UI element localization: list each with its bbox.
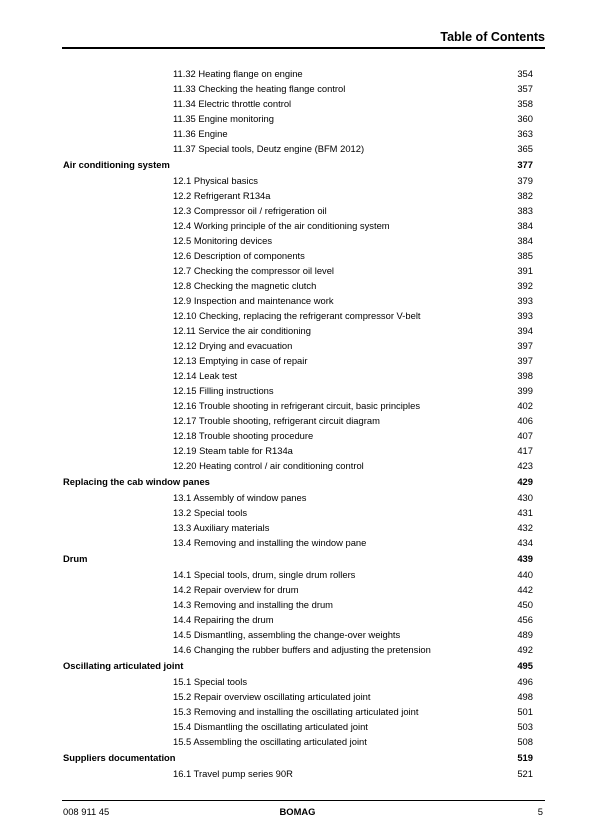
toc-item-label: 12.17 Trouble shooting, refrigerant circuit diagram — [173, 415, 380, 426]
footer-page-number: 5 — [537, 806, 543, 817]
toc-item-page-number: 384 — [517, 220, 533, 231]
toc-entry-row[interactable] — [0, 173, 595, 188]
toc-item-page-number: 495 — [517, 660, 533, 671]
toc-item-page-number: 399 — [517, 385, 533, 396]
toc-entry-row[interactable] — [0, 704, 595, 719]
toc-item-page-number: 384 — [517, 235, 533, 246]
toc-item-page-number: 501 — [517, 706, 533, 717]
toc-item-label: 14.5 Dismantling, assembling the change-over weights — [173, 629, 401, 640]
toc-item-label: 11.35 Engine monitoring — [173, 113, 274, 124]
toc-item-label: Air conditioning system — [63, 159, 170, 170]
toc-item-page-number: 357 — [517, 83, 533, 94]
toc-item-page-number: 496 — [517, 676, 533, 687]
toc-item-label: 12.10 Checking, replacing the refrigerant compressor V-belt — [173, 310, 421, 321]
toc-entry-row[interactable] — [0, 293, 595, 308]
toc-item-label: 15.5 Assembling the oscillating articulated joint — [173, 736, 367, 747]
toc-entry-row[interactable] — [0, 111, 595, 126]
toc-item-page-number: 498 — [517, 691, 533, 702]
toc-entry-row[interactable] — [0, 567, 595, 582]
toc-item-label: 12.4 Working principle of the air conditioning system — [173, 220, 390, 231]
toc-entry-row[interactable] — [0, 203, 595, 218]
toc-entry-row[interactable] — [0, 323, 595, 338]
toc-item-label: 11.33 Checking the heating flange control — [173, 83, 346, 94]
toc-item-label: 14.3 Removing and installing the drum — [173, 599, 333, 610]
toc-item-page-number: 521 — [517, 768, 533, 779]
toc-entry-row[interactable] — [0, 353, 595, 368]
toc-item-label: 12.5 Monitoring devices — [173, 235, 273, 246]
toc-entry-row[interactable] — [0, 233, 595, 248]
toc-item-page-number: 379 — [517, 175, 533, 186]
toc-item-label: 15.3 Removing and installing the oscillating articulated joint — [173, 706, 419, 717]
toc-item-page-number: 394 — [517, 325, 533, 336]
toc-item-label: 14.2 Repair overview for drum — [173, 584, 299, 595]
toc-item-label: 13.1 Assembly of window panes — [173, 492, 307, 503]
footer-brand: BOMAG — [279, 806, 316, 817]
toc-chapter-row[interactable] — [0, 473, 595, 490]
toc-item-page-number: 429 — [517, 476, 533, 487]
toc-item-label: 12.8 Checking the magnetic clutch — [173, 280, 317, 291]
toc-chapter-row[interactable] — [0, 749, 595, 766]
toc-item-label: 13.3 Auxiliary materials — [173, 522, 270, 533]
toc-item-page-number: 397 — [517, 355, 533, 366]
toc-item-page-number: 402 — [517, 400, 533, 411]
toc-entry-row[interactable] — [0, 368, 595, 383]
toc-item-label: 14.6 Changing the rubber buffers and adjusting the pretension — [173, 644, 431, 655]
toc-item-page-number: 354 — [517, 68, 533, 79]
toc-entry-row[interactable] — [0, 443, 595, 458]
header-divider — [62, 47, 545, 49]
toc-entry-row[interactable] — [0, 627, 595, 642]
toc-entry-row[interactable] — [0, 428, 595, 443]
toc-entry-row[interactable] — [0, 398, 595, 413]
toc-item-label: 15.2 Repair overview oscillating articulated joint — [173, 691, 371, 702]
toc-item-label: 11.34 Electric throttle control — [173, 98, 292, 109]
toc-item-label: 14.4 Repairing the drum — [173, 614, 274, 625]
toc-chapter-row[interactable] — [0, 156, 595, 173]
page-header-title: Table of Contents — [440, 30, 545, 44]
toc-item-label: 12.11 Service the air conditioning — [173, 325, 311, 336]
toc-item-page-number: 430 — [517, 492, 533, 503]
toc-item-page-number: 392 — [517, 280, 533, 291]
toc-item-label: 12.20 Heating control / air conditioning control — [173, 460, 364, 471]
toc-entry-row[interactable] — [0, 126, 595, 141]
toc-entry-row[interactable] — [0, 96, 595, 111]
toc-entry-row[interactable] — [0, 490, 595, 505]
toc-chapter-row[interactable] — [0, 550, 595, 567]
toc-entry-row[interactable] — [0, 535, 595, 550]
toc-entry-row[interactable] — [0, 278, 595, 293]
toc-item-page-number: 377 — [517, 159, 533, 170]
footer-divider — [62, 800, 545, 801]
toc-entry-row[interactable] — [0, 413, 595, 428]
toc-item-label: 13.2 Special tools — [173, 507, 248, 518]
toc-entry-row[interactable] — [0, 218, 595, 233]
toc-item-label: 12.6 Description of components — [173, 250, 305, 261]
toc-item-page-number: 385 — [517, 250, 533, 261]
toc-item-label: 12.19 Steam table for R134a — [173, 445, 293, 456]
toc-item-label: 15.4 Dismantling the oscillating articulated joint — [173, 721, 368, 732]
table-of-contents — [0, 66, 595, 781]
toc-entry-row[interactable] — [0, 689, 595, 704]
toc-item-label: 12.18 Trouble shooting procedure — [173, 430, 314, 441]
toc-item-label: 12.14 Leak test — [173, 370, 238, 381]
toc-item-page-number: 492 — [517, 644, 533, 655]
toc-item-page-number: 365 — [517, 143, 533, 154]
toc-item-label: 16.1 Travel pump series 90R — [173, 768, 293, 779]
toc-entry-row[interactable] — [0, 766, 595, 781]
toc-item-label: 12.1 Physical basics — [173, 175, 258, 186]
toc-item-page-number: 358 — [517, 98, 533, 109]
toc-item-label: 12.13 Emptying in case of repair — [173, 355, 308, 366]
toc-item-page-number: 439 — [517, 553, 533, 564]
toc-item-page-number: 508 — [517, 736, 533, 747]
toc-item-page-number: 440 — [517, 569, 533, 580]
toc-item-label: 12.3 Compressor oil / refrigeration oil — [173, 205, 327, 216]
toc-entry-row[interactable] — [0, 248, 595, 263]
toc-entry-row[interactable] — [0, 582, 595, 597]
toc-item-page-number: 406 — [517, 415, 533, 426]
toc-item-page-number: 442 — [517, 584, 533, 595]
toc-entry-row[interactable] — [0, 719, 595, 734]
toc-entry-row[interactable] — [0, 597, 595, 612]
toc-item-label: 11.32 Heating flange on engine — [173, 68, 303, 79]
toc-chapter-row[interactable] — [0, 657, 595, 674]
toc-entry-row[interactable] — [0, 674, 595, 689]
toc-entry-row[interactable] — [0, 66, 595, 81]
toc-item-page-number: 383 — [517, 205, 533, 216]
toc-item-label: Suppliers documentation — [63, 752, 176, 763]
toc-item-label: 11.37 Special tools, Deutz engine (BFM 2012) — [173, 143, 365, 154]
toc-entry-row[interactable] — [0, 338, 595, 353]
toc-item-page-number: 423 — [517, 460, 533, 471]
toc-item-page-number: 456 — [517, 614, 533, 625]
toc-entry-row[interactable] — [0, 612, 595, 627]
toc-item-page-number: 382 — [517, 190, 533, 201]
footer-document-number: 008 911 45 — [63, 806, 110, 817]
toc-item-label: 12.7 Checking the compressor oil level — [173, 265, 335, 276]
toc-item-page-number: 363 — [517, 128, 533, 139]
toc-item-page-number: 391 — [517, 265, 533, 276]
toc-item-label: 12.12 Drying and evacuation — [173, 340, 293, 351]
toc-item-label: 15.1 Special tools — [173, 676, 248, 687]
toc-item-label: 12.15 Filling instructions — [173, 385, 274, 396]
toc-entry-row[interactable] — [0, 263, 595, 278]
toc-item-label: Replacing the cab window panes — [63, 476, 210, 487]
toc-entry-row[interactable] — [0, 642, 595, 657]
toc-item-label: 13.4 Removing and installing the window pane — [173, 537, 367, 548]
toc-item-label: 12.2 Refrigerant R134a — [173, 190, 271, 201]
toc-item-page-number: 397 — [517, 340, 533, 351]
toc-item-label: 12.16 Trouble shooting in refrigerant circuit, basic principles — [173, 400, 421, 411]
toc-item-page-number: 393 — [517, 295, 533, 306]
toc-item-page-number: 398 — [517, 370, 533, 381]
toc-item-page-number: 450 — [517, 599, 533, 610]
toc-entry-row[interactable] — [0, 383, 595, 398]
toc-item-page-number: 417 — [517, 445, 533, 456]
toc-item-page-number: 434 — [517, 537, 533, 548]
toc-entry-row[interactable] — [0, 734, 595, 749]
toc-item-page-number: 407 — [517, 430, 533, 441]
toc-item-page-number: 519 — [517, 752, 533, 763]
toc-item-label: 12.9 Inspection and maintenance work — [173, 295, 334, 306]
toc-entry-row[interactable] — [0, 505, 595, 520]
toc-item-page-number: 432 — [517, 522, 533, 533]
toc-item-page-number: 503 — [517, 721, 533, 732]
toc-entry-row[interactable] — [0, 188, 595, 203]
toc-item-page-number: 431 — [517, 507, 533, 518]
toc-item-page-number: 393 — [517, 310, 533, 321]
toc-entry-row[interactable] — [0, 520, 595, 535]
toc-entry-row[interactable] — [0, 141, 595, 156]
toc-entry-row[interactable] — [0, 308, 595, 323]
toc-item-label: 11.36 Engine — [173, 128, 228, 139]
toc-item-page-number: 489 — [517, 629, 533, 640]
toc-item-label: Oscillating articulated joint — [63, 660, 184, 671]
toc-item-label: 14.1 Special tools, drum, single drum rollers — [173, 569, 356, 580]
toc-item-page-number: 360 — [517, 113, 533, 124]
toc-entry-row[interactable] — [0, 81, 595, 96]
toc-item-label: Drum — [63, 553, 88, 564]
toc-entry-row[interactable] — [0, 458, 595, 473]
